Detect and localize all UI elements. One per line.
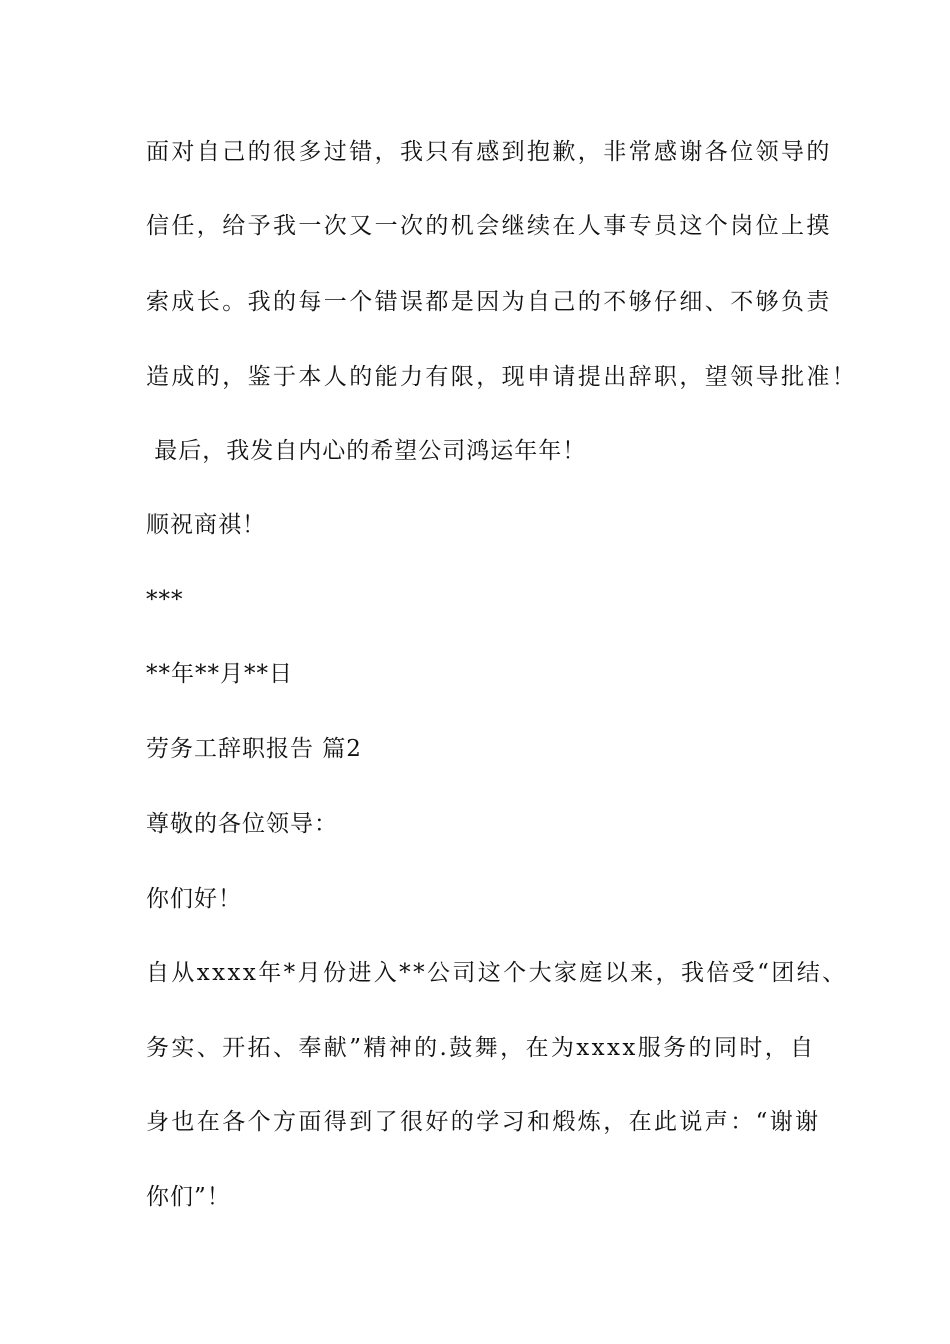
greeting: 尊敬的各位领导： [146, 811, 338, 837]
paragraph-line-5: 自从xxxx年*月份进入**公司这个大家庭以来，我倍受“团结、 [146, 960, 848, 986]
paragraph-line-4: 造成的，鉴于本人的能力有限，现申请提出辞职，望领导批准！ [146, 364, 858, 390]
paragraph-line-7: 身也在各个方面得到了很好的学习和煅炼，在此说声：“谢谢 [146, 1109, 821, 1135]
closing-salutation: 顺祝商祺！ [146, 512, 266, 538]
closing-wish: 最后，我发自内心的希望公司鸿运年年！ [146, 438, 587, 464]
section-heading: 劳务工辞职报告 篇2 [146, 736, 362, 762]
signature-date: **年**月**日 [146, 661, 293, 687]
paragraph-line-8: 你们”！ [146, 1184, 231, 1210]
paragraph-line-1: 面对自己的很多过错，我只有感到抱歉，非常感谢各位领导的 [146, 139, 832, 165]
signature-name: *** [146, 587, 184, 613]
paragraph-line-3: 索成长。我的每一个错误都是因为自己的不够仔细、不够负责 [146, 289, 832, 315]
greeting-hello: 你们好！ [146, 886, 242, 912]
paragraph-line-6: 务实、开拓、奉献”精神的.鼓舞，在为xxxx服务的同时，自 [146, 1035, 816, 1061]
paragraph-line-2: 信任，给予我一次又一次的机会继续在人事专员这个岗位上摸 [146, 213, 832, 239]
